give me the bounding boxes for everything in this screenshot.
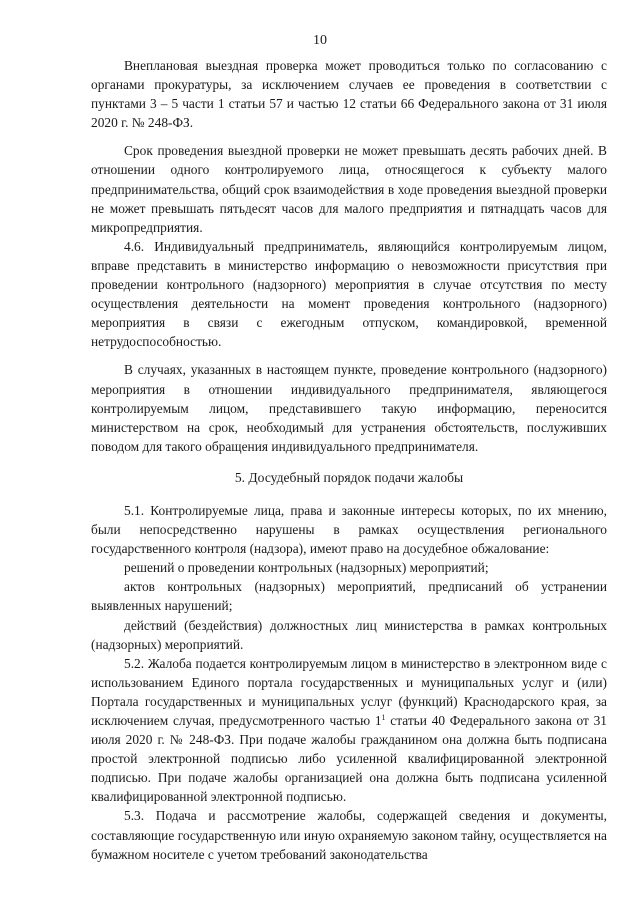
paragraph-5-2 (91, 654, 607, 807)
paragraph-5-1: 5.1. Контролируемые лица, права и законные интересы которых, по их мнению, были непосредственно нарушены в рамках осуществления регионального государственного контроля (надзора), имеют право на досудебное обжалование: (91, 502, 607, 557)
paragraph-5-2-text-a: 5.2. Жалоба подается контролируемым лицом в министерство в электронном виде с использованием Единого портала государственных и муниципальных услуг и (или) Портала государственных и муниципальных услуг (функций) Краснодарского края, за исключением случая, предусмотренного частью 1 (91, 655, 607, 728)
paragraph-5-2-text-b: статьи 40 Федерального закона от 31 июля 2020 г. № 248-ФЗ. При подаче жалобы гражданином она должна быть подписана простой электронной подписью либо усиленной квалифицированной электронной подписью. При подаче жалобы организацией она должна быть подписана усиленной квалифицированной электронной подписью. (91, 713, 607, 805)
paragraph-unscheduled-inspection: Внеплановая выездная проверка может проводиться только по согласованию с органами прокуратуры, за исключением случаев ее проведения в соответствии с пунктами 3 – 5 части 1 статьи 57 и частью 12 статьи 66 Федерального закона от 31 июля 2020 г. № 248-ФЗ. (91, 58, 607, 131)
list-item: актов контрольных (надзорных) мероприятий, предписаний об устранении выявленных нарушений; (91, 579, 607, 614)
paragraph-inspection-duration: Срок проведения выездной проверки не может превышать десять рабочих дней. В отношении одного контролируемого лица, относящегося к субъекту малого предпринимательства, общий срок взаимодействия в ходе проведения выездной проверки не может превышать пятьдесят часов для малого предприятия и пятнадцать часов для микропредприятия. (91, 143, 607, 235)
paragraph-4-6: 4.6. Индивидуальный предприниматель, являющийся контролируемым лицом, вправе представить в министерство информацию о невозможности присутствия при проведении контрольного (надзорного) мероприятия в случае отсутствия по месту осуществления деятельности на момент проведения контрольного (надзорного) мероприятия в связи с ежегодным отпуском, командировкой, временной нетрудоспособностью. (91, 238, 607, 350)
superscript: 1 (381, 713, 386, 722)
page-number: 10 (313, 33, 327, 48)
list-item: действий (бездействия) должностных лиц министерства в рамках контрольных (надзорных) мероприятий. (91, 617, 607, 652)
paragraph-5-3: 5.3. Подача и рассмотрение жалобы, содержащей сведения и документы, составляющие государственную или иную охраняемую законом тайну, осуществляется на бумажном носителе с учетом требований законодательства (91, 808, 607, 862)
paragraph-postponement: В случаях, указанных в настоящем пункте, проведение контрольного (надзорного) мероприятия в отношении индивидуального предпринимателя, являющегося контролируемым лицом, представившего такую информацию, переносится министерством на срок, необходимый для устранения обстоятельств, послуживших поводом для такого обращения индивидуального предпринимателя. (91, 362, 607, 454)
section-title: 5. Досудебный порядок подачи жалобы (234, 469, 464, 485)
list-item: решений о проведении контрольных (надзорных) мероприятий; (124, 560, 489, 576)
document-body (91, 56, 607, 864)
